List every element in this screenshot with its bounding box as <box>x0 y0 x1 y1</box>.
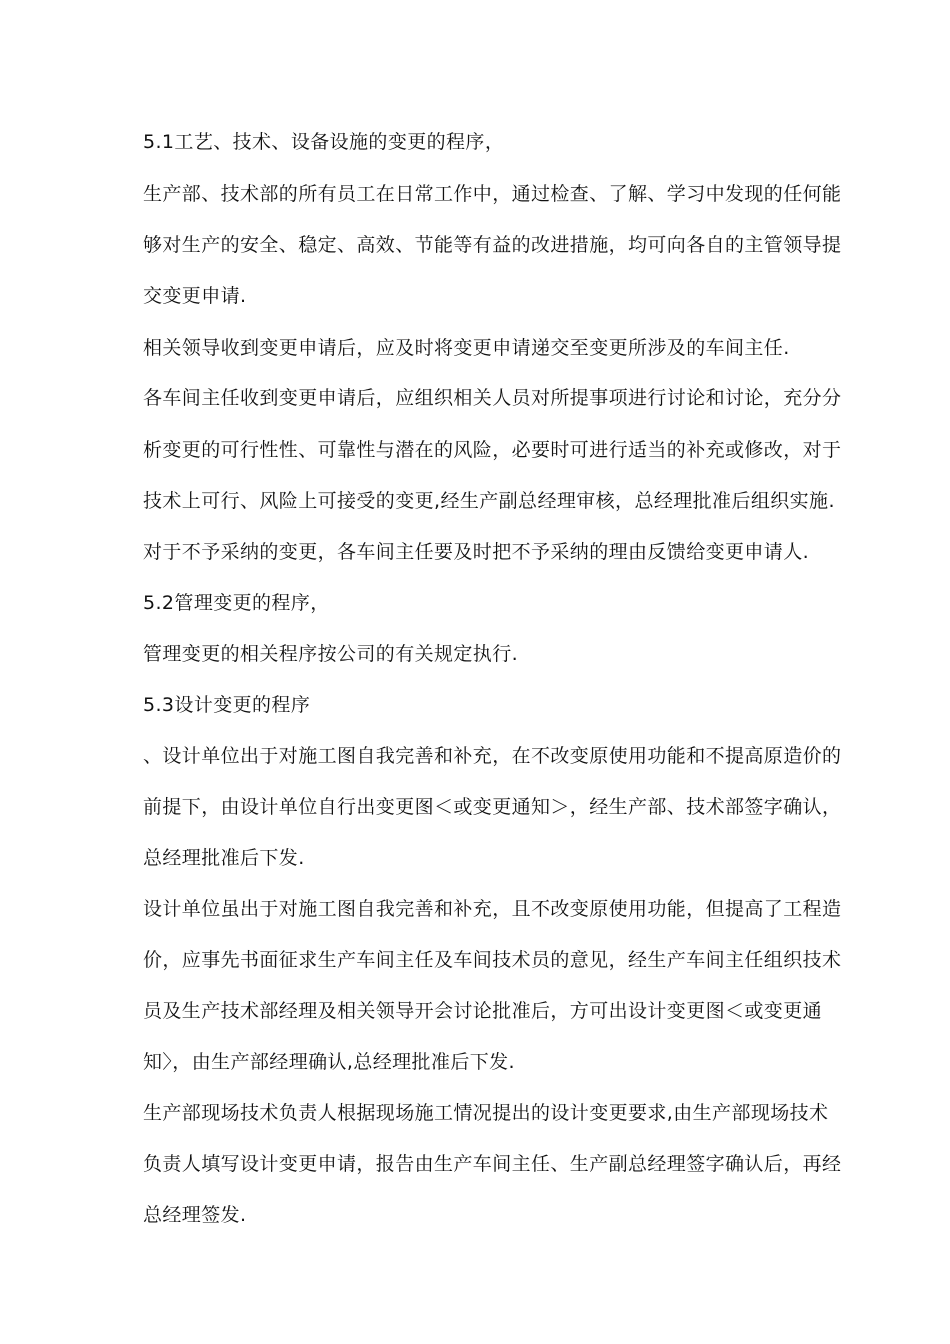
paragraph-line: 析变更的可行性性、可靠性与潜在的风险，必要时可进行适当的补充或修改，对于 <box>143 439 842 461</box>
paragraph-line: 总经理批准后下发. <box>143 847 305 869</box>
paragraph-line: 员及生产技术部经理及相关领导开会讨论批准后，方可出设计变更图＜或变更通 <box>143 1000 823 1022</box>
paragraph-line: 管理变更的相关程序按公司的有关规定执行. <box>143 643 519 665</box>
paragraph-line: 技术上可行、风险上可接受的变更,经生产副总经理审核，总经理批准后组织实施. <box>143 490 835 512</box>
section-heading-5-1: 5.1工艺、技术、设备设施的变更的程序， <box>143 131 505 153</box>
paragraph-line: 相关领导收到变更申请后，应及时将变更申请递交至变更所涉及的车间主任. <box>143 337 790 359</box>
paragraph-line: 负责人填写设计变更申请，报告由生产车间主任、生产副总经理签字确认后，再经 <box>143 1153 842 1175</box>
paragraph-line: 、设计单位出于对施工图自我完善和补充，在不改变原使用功能和不提高原造价的 <box>143 745 842 767</box>
paragraph-line: 生产部现场技术负责人根据现场施工情况提出的设计变更要求,由生产部现场技术 <box>143 1102 829 1124</box>
paragraph-line: 对于不予采纳的变更，各车间主任要及时把不予采纳的理由反馈给变更申请人. <box>143 541 810 563</box>
paragraph-line: 交变更申请. <box>143 285 247 307</box>
paragraph-line: 总经理签发. <box>143 1204 247 1226</box>
paragraph-line: 设计单位虽出于对施工图自我完善和补充，且不改变原使用功能，但提高了工程造 <box>143 898 842 920</box>
paragraph-line: 前提下，由设计单位自行出变更图＜或变更通知＞，经生产部、技术部签字确认， <box>143 796 842 818</box>
section-heading-5-2: 5.2管理变更的程序， <box>143 592 330 614</box>
paragraph-line: 生产部、技术部的所有员工在日常工作中，通过检查、了解、学习中发现的任何能 <box>143 183 842 205</box>
paragraph-line: 够对生产的安全、稳定、高效、节能等有益的改进措施，均可向各自的主管领导提 <box>143 234 842 256</box>
section-heading-5-3: 5.3设计变更的程序 <box>143 694 311 716</box>
paragraph-line: 各车间主任收到变更申请后，应组织相关人员对所提事项进行讨论和讨论，充分分 <box>143 387 842 409</box>
paragraph-line: 知〉，由生产部经理确认,总经理批准后下发. <box>143 1051 515 1073</box>
paragraph-line: 价，应事先书面征求生产车间主任及车间技术员的意见，经生产车间主任组织技术 <box>143 949 842 971</box>
